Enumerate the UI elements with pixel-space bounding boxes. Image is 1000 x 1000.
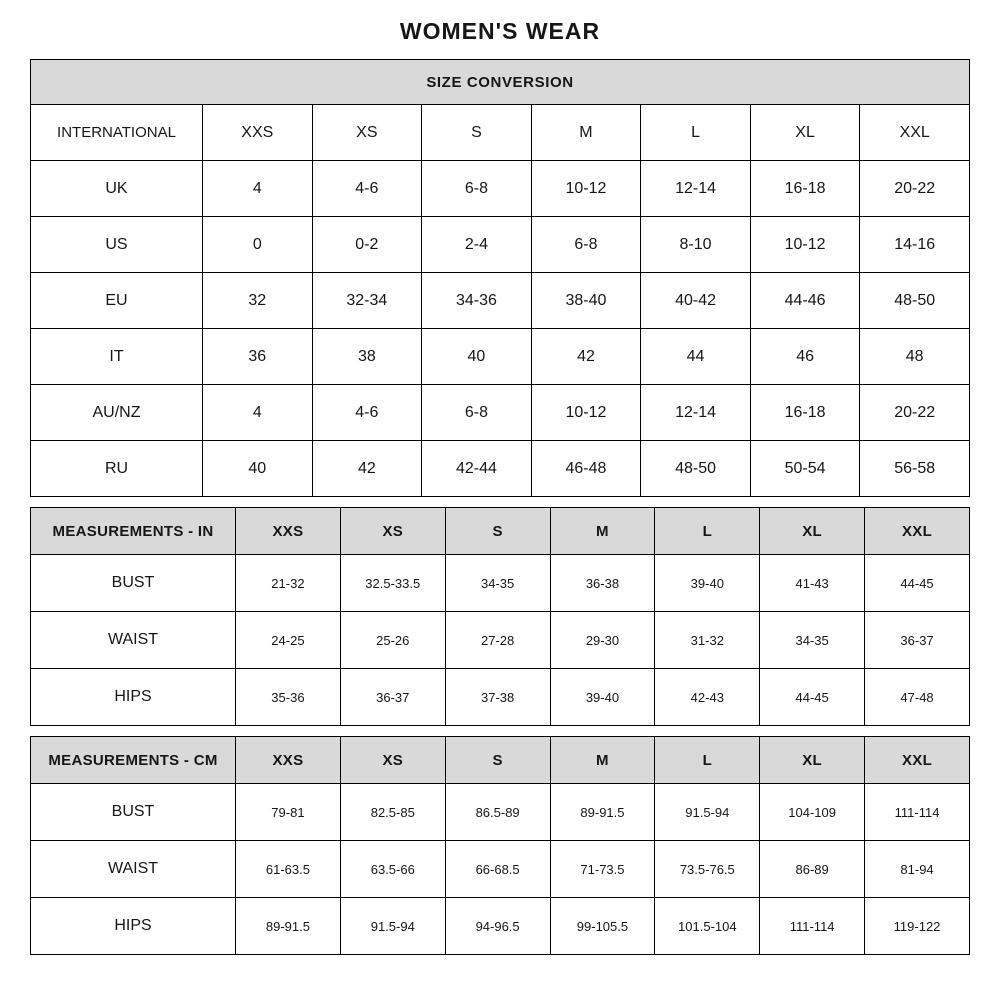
column-header: L <box>655 508 760 555</box>
cell: 42 <box>531 329 641 385</box>
table-row <box>31 555 970 612</box>
table-row <box>31 385 970 441</box>
cell: 2-4 <box>422 217 532 273</box>
cell: 35-36 <box>236 669 341 726</box>
cell: 39-40 <box>655 555 760 612</box>
row-label: IT <box>31 329 203 385</box>
row-label: AU/NZ <box>31 385 203 441</box>
cell: 71-73.5 <box>550 841 655 898</box>
cell: 8-10 <box>641 217 751 273</box>
cell: 94-96.5 <box>445 898 550 955</box>
cell: 12-14 <box>641 161 751 217</box>
measurements-cm-title: MEASUREMENTS - CM <box>31 737 236 784</box>
column-header: XXS <box>203 105 313 161</box>
cell: 14-16 <box>860 217 970 273</box>
row-label: US <box>31 217 203 273</box>
cell: 31-32 <box>655 612 760 669</box>
cell: 38-40 <box>531 273 641 329</box>
table-row <box>31 161 970 217</box>
column-header: INTERNATIONAL <box>31 105 203 161</box>
cell: 42-43 <box>655 669 760 726</box>
column-header: S <box>445 508 550 555</box>
cell: 4 <box>203 385 313 441</box>
row-label: HIPS <box>31 669 236 726</box>
column-header: XXL <box>865 508 970 555</box>
row-label: HIPS <box>31 898 236 955</box>
cell: 73.5-76.5 <box>655 841 760 898</box>
table-row <box>31 612 970 669</box>
cell: 4-6 <box>312 385 422 441</box>
cell: 12-14 <box>641 385 751 441</box>
cell: 99-105.5 <box>550 898 655 955</box>
row-label: BUST <box>31 784 236 841</box>
cell: 20-22 <box>860 161 970 217</box>
cell: 89-91.5 <box>550 784 655 841</box>
cell: 10-12 <box>531 161 641 217</box>
table-row <box>31 217 970 273</box>
table-row <box>31 737 970 784</box>
column-header: XXS <box>236 508 341 555</box>
cell: 16-18 <box>750 385 860 441</box>
column-header: M <box>550 508 655 555</box>
row-label: BUST <box>31 555 236 612</box>
cell: 40 <box>422 329 532 385</box>
cell: 34-35 <box>760 612 865 669</box>
cell: 44-45 <box>865 555 970 612</box>
cell: 44-45 <box>760 669 865 726</box>
cell: 4 <box>203 161 313 217</box>
cell: 29-30 <box>550 612 655 669</box>
cell: 63.5-66 <box>340 841 445 898</box>
cell: 34-36 <box>422 273 532 329</box>
cell: 27-28 <box>445 612 550 669</box>
table-row <box>31 60 970 105</box>
cell: 36-37 <box>865 612 970 669</box>
cell: 79-81 <box>236 784 341 841</box>
row-label: WAIST <box>31 612 236 669</box>
row-label: UK <box>31 161 203 217</box>
row-label: WAIST <box>31 841 236 898</box>
column-header: XS <box>340 508 445 555</box>
row-label: RU <box>31 441 203 497</box>
cell: 32.5-33.5 <box>340 555 445 612</box>
cell: 37-38 <box>445 669 550 726</box>
cell: 34-35 <box>445 555 550 612</box>
cell: 46-48 <box>531 441 641 497</box>
cell: 47-48 <box>865 669 970 726</box>
cell: 36 <box>203 329 313 385</box>
cell: 56-58 <box>860 441 970 497</box>
column-header: XXL <box>860 105 970 161</box>
table-row <box>31 273 970 329</box>
cell: 104-109 <box>760 784 865 841</box>
cell: 6-8 <box>531 217 641 273</box>
cell: 10-12 <box>750 217 860 273</box>
cell: 40-42 <box>641 273 751 329</box>
cell: 6-8 <box>422 385 532 441</box>
column-header: XXL <box>865 737 970 784</box>
cell: 39-40 <box>550 669 655 726</box>
measurements-cm-table <box>30 736 970 955</box>
cell: 36-37 <box>340 669 445 726</box>
table-row <box>31 329 970 385</box>
cell: 50-54 <box>750 441 860 497</box>
cell: 44-46 <box>750 273 860 329</box>
cell: 101.5-104 <box>655 898 760 955</box>
cell: 82.5-85 <box>340 784 445 841</box>
cell: 32 <box>203 273 313 329</box>
cell: 42-44 <box>422 441 532 497</box>
cell: 48-50 <box>860 273 970 329</box>
cell: 21-32 <box>236 555 341 612</box>
column-header: S <box>422 105 532 161</box>
cell: 24-25 <box>236 612 341 669</box>
cell: 89-91.5 <box>236 898 341 955</box>
cell: 119-122 <box>865 898 970 955</box>
table-row <box>31 784 970 841</box>
column-header: L <box>641 105 751 161</box>
cell: 10-12 <box>531 385 641 441</box>
cell: 4-6 <box>312 161 422 217</box>
cell: 86-89 <box>760 841 865 898</box>
column-header: XL <box>760 508 865 555</box>
table-row <box>31 441 970 497</box>
column-header: XL <box>760 737 865 784</box>
cell: 32-34 <box>312 273 422 329</box>
table-row <box>31 898 970 955</box>
cell: 111-114 <box>760 898 865 955</box>
cell: 46 <box>750 329 860 385</box>
size-conversion-table <box>30 59 970 497</box>
table-row <box>31 508 970 555</box>
cell: 38 <box>312 329 422 385</box>
column-header: XS <box>340 737 445 784</box>
cell: 20-22 <box>860 385 970 441</box>
size-conversion-title: SIZE CONVERSION <box>31 60 970 105</box>
cell: 91.5-94 <box>340 898 445 955</box>
column-header: XS <box>312 105 422 161</box>
table-row <box>31 105 970 161</box>
cell: 61-63.5 <box>236 841 341 898</box>
row-label: EU <box>31 273 203 329</box>
cell: 36-38 <box>550 555 655 612</box>
cell: 40 <box>203 441 313 497</box>
cell: 91.5-94 <box>655 784 760 841</box>
column-header: XL <box>750 105 860 161</box>
measurements-in-title: MEASUREMENTS - IN <box>31 508 236 555</box>
table-row <box>31 841 970 898</box>
table-row <box>31 669 970 726</box>
cell: 42 <box>312 441 422 497</box>
cell: 111-114 <box>865 784 970 841</box>
cell: 48-50 <box>641 441 751 497</box>
column-header: L <box>655 737 760 784</box>
cell: 44 <box>641 329 751 385</box>
cell: 25-26 <box>340 612 445 669</box>
cell: 86.5-89 <box>445 784 550 841</box>
cell: 0 <box>203 217 313 273</box>
cell: 48 <box>860 329 970 385</box>
page-title: WOMEN'S WEAR <box>399 18 601 44</box>
measurements-in-table <box>30 507 970 726</box>
cell: 16-18 <box>750 161 860 217</box>
cell: 41-43 <box>760 555 865 612</box>
column-header: M <box>550 737 655 784</box>
column-header: S <box>445 737 550 784</box>
cell: 81-94 <box>865 841 970 898</box>
cell: 0-2 <box>312 217 422 273</box>
column-header: M <box>531 105 641 161</box>
cell: 6-8 <box>422 161 532 217</box>
cell: 66-68.5 <box>445 841 550 898</box>
column-header: XXS <box>236 737 341 784</box>
